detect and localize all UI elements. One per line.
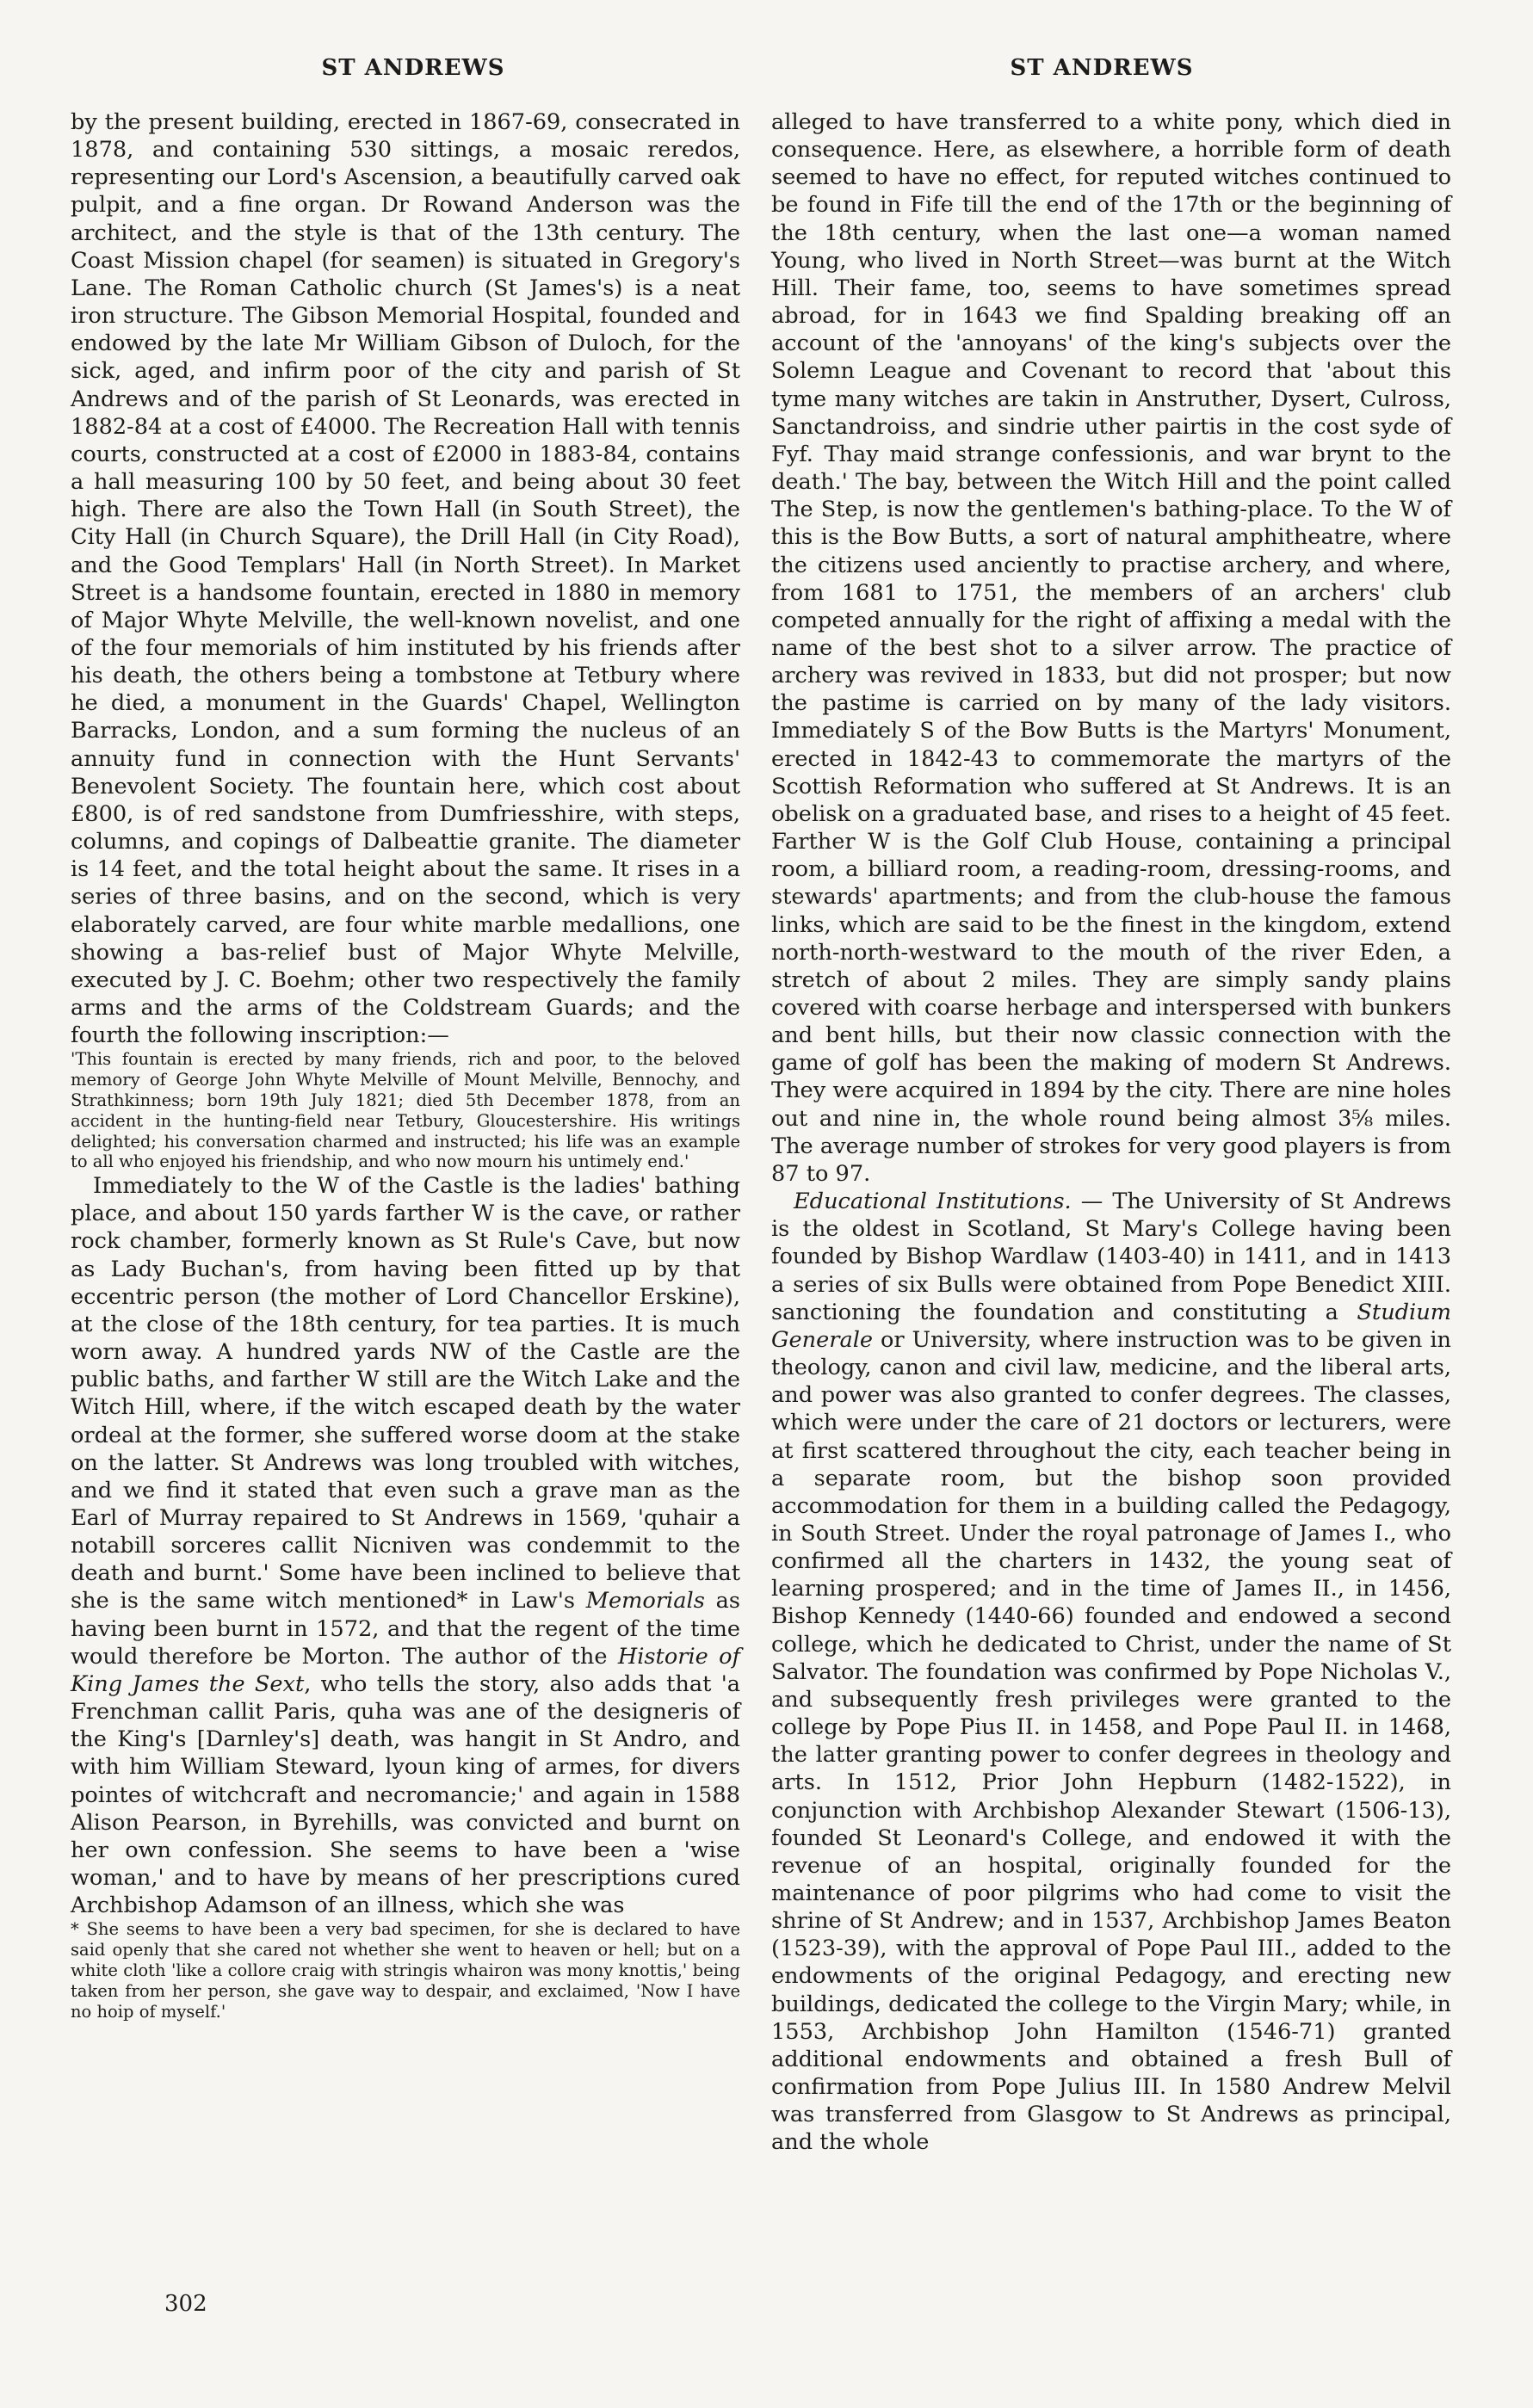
footnote: * She seems to have been a very bad specimen, for she is declared to have said openly that she cared not whether she went to heaven or hell; but on a white cloth 'like a collore craig with stringis whairon was mony knottis,' being taken from her person, she gave way to despair, and exclaimed, 'Now I have no hoip of myself.' [71, 1919, 740, 2022]
running-head-left: ST ANDREWS [321, 55, 505, 81]
historie-title: Historie of King James the Sext [71, 1643, 740, 1697]
fountain-inscription: 'This fountain is erected by many friends, rich and poor, to the beloved memory of George John Whyte Melville of Mount Melville, Bennochy, and Strathkinness; born 19th July 1821; died 5th December 1878, from an accident in the hunting-field near Tetbury, Gloucestershire. His writings delighted; his conversation charmed and instructed; his life was an example to all who enjoyed his friendship, and who now mourn his untimely end.' [71, 1049, 740, 1172]
right-column [771, 108, 1451, 2312]
page-number: 302 [164, 2291, 207, 2317]
paragraph-castle-and-witches [71, 1172, 740, 1919]
studium-generale-term: Studium Generale [771, 1299, 1451, 1353]
paragraph-educational-institutions [771, 1188, 1451, 2156]
running-head-right: ST ANDREWS [1010, 55, 1194, 81]
education-text-a: — The University of St Andrews is the oldest in Scotland, St Mary's College having been founded by Bishop Wardlaw (1403-40) in 1411, and in 1413 a series of six Bulls were obtained from Pope Benedict XIII. sanctioning the foundation and constituting a [771, 1189, 1451, 1325]
memorials-title: Memorials [585, 1588, 705, 1615]
witches-text-c: , who tells the story, also adds that 'a Frenchman callit Paris, quha was ane of the designeris of the King's [Darnley's] death, was hangit in St Andro, and with him William Steward, lyoun king of armes, for divers pointes of witchcraft and necromancie;' and again in 1588 Alison Pearson, in Byrehills, was convicted and burnt on her own confession. She seems to have been a 'wise woman,' and to have by means of her prescriptions cured Archbishop Adamson of an illness, which she was [71, 1670, 740, 1919]
left-column [71, 108, 740, 2312]
witches-text-a: Immediately to the W of the Castle is the ladies' bathing place, and about 150 yards farther W is the cave, or rather rock chamber, formerly known as St Rule's Cave, but now as Lady Buchan's, from having been fitted up by that eccentric person (the mother of Lord Chancellor Erskine), at the close of the 18th century, for tea parties. It is much worn away. A hundred yards NW of the Castle are the public baths, and farther W still are the Witch Lake and the Witch Hill, where, if the witch escaped death by the water ordeal at the former, she suffered worse doom at the stake on the latter. St Andrews was long troubled with witches, and we find it stated that even such a grave man as the Earl of Murray repaired to St Andrews in 1569, 'quhair a notabill sorceres callit Nicniven was condemmit to the death and burnt.' Some have been inclined to believe that she is the same witch mentioned* in Law's [71, 1173, 740, 1615]
paragraph-church-and-halls: by the present building, erected in 1867-69, consecrated in 1878, and containing 530 sittings, a mosaic reredos, representing our Lord's Ascension, a beautifully carved oak pulpit, and a fine organ. Dr Rowand Anderson was the architect, and the style is that of the 13th century. The Coast Mission chapel (for seamen) is situated in Gregory's Lane. The Roman Catholic church (St James's) is a neat iron structure. The Gibson Memorial Hospital, founded and endowed by the late Mr William Gibson of Duloch, for the sick, aged, and infirm poor of the city and parish of St Andrews and of the parish of St Leonards, was erected in 1882-84 at a cost of £4000. The Recreation Hall with tennis courts, constructed at a cost of £2000 in 1883-84, contains a hall measuring 100 by 50 feet, and being about 30 feet high. There are also the Town Hall (in South Street), the City Hall (in Church Square), the Drill Hall (in City Road), and the Good Templars' Hall (in North Street). In Market Street is a handsome fountain, erected in 1880 in memory of Major Whyte Melville, the well-known novelist, and one of the four memorials of him instituted by his friends after his death, the others being a tombstone at Tetbury where he died, a monument in the Guards' Chapel, Wellington Barracks, London, and a sum forming the nucleus of an annuity fund in connection with the Hunt Servants' Benevolent Society. The fountain here, which cost about £800, is of red sandstone from Dumfriesshire, with steps, columns, and copings of Dalbeattie granite. The diameter is 14 feet, and the total height about the same. It rises in a series of three basins, and on the second, which is very elaborately carved, are four white marble medallions, one showing a bas-relief bust of Major Whyte Melville, executed by J. C. Boehm; other two respectively the family arms and the arms of the Coldstream Guards; and the fourth the following inscription:— [71, 109, 740, 1049]
education-text-b: or University, where instruction was to be given in theology, canon and civil law, medicine, and the liberal arts, and power was also granted to confer degrees. The classes, which were under the care of 21 doctors or lecturers, were at first scattered throughout the city, each teacher being in a separate room, but the bishop soon provided accommodation for them in a building called the Pedagogy, in South Street. Under the royal patronage of James I., who confirmed all the charters in 1432, the young seat of learning prospered; and in the time of James II., in 1456, Bishop Kennedy (1440-66) founded and endowed a second college, which he dedicated to Christ, under the name of St Salvator. The foundation was confirmed by Pope Nicholas V., and subsequently fresh privileges were granted to the college by Pope Pius II. in 1458, and Pope Paul II. in 1468, the latter granting power to confer degrees in theology and arts. In 1512, Prior John Hepburn (1482-1522), in conjunction with Archbishop Alexander Stewart (1506-13), founded St Leonard's College, and endowed it with the revenue of an hospital, originally founded for the maintenance of poor pilgrims who had come to visit the shrine of St Andrew; and in 1537, Archbishop James Beaton (1523-39), with the approval of Pope Paul III., added to the endowments of the original Pedagogy, and erecting new buildings, dedicated the college to the Virgin Mary; while, in 1553, Archbishop John Hamilton (1546-71) granted additional endowments and obtained a fresh Bull of confirmation from Pope Julius III. In 1580 Andrew Melvil was transferred from Glasgow to St Andrews as principal, and the whole [771, 1326, 1451, 2156]
witches-text-b: as having been burnt in 1572, and that the regent of the time would therefore be Morton. The author of the [71, 1588, 740, 1670]
section-heading-educational: Educational Institutions. [794, 1189, 1072, 1215]
paragraph-witches-and-links: alleged to have transferred to a white pony, which died in consequence. Here, as elsewhere, a horrible form of death seemed to have no effect, for reputed witches continued to be found in Fife till the end of the 17th or the beginning of the 18th century, when the last one—a woman named Young, who lived in North Street—was burnt at the Witch Hill. Their fame, too, seems to have sometimes spread abroad, for in 1643 we find Spalding breaking off an account of the 'annoyans' of the king's subjects over the Solemn League and Covenant to record that 'about this tyme many witches are takin in Anstruther, Dysert, Culross, Sanctandroiss, and sindrie uther pairtis in the cost syde of Fyf. Thay maid strange confessionis, and war brynt to the death.' The bay, between the Witch Hill and the point called The Step, is now the gentlemen's bathing-place. To the W of this is the Bow Butts, a sort of natural amphitheatre, where the citizens used anciently to practise archery, and where, from 1681 to 1751, the members of an archers' club competed annually for the right of affixing a medal with the name of the best shot to a silver arrow. The practice of archery was revived in 1833, but did not prosper; but now the pastime is carried on by many of the lady visitors. Immediately S of the Bow Butts is the Martyrs' Monument, erected in 1842-43 to commemorate the martyrs of the Scottish Reformation who suffered at St Andrews. It is an obelisk on a graduated base, and rises to a height of 45 feet. Farther W is the Golf Club House, containing a principal room, a billiard room, a reading-room, dressing-rooms, and stewards' apartments; and from the club-house the famous links, which are said to be the finest in the kingdom, extend north-north-westward to the mouth of the river Eden, a stretch of about 2 miles. They are simply sandy plains covered with coarse herbage and interspersed with bunkers and bent hills, but their now classic connection with the game of golf has been the making of modern St Andrews. They were acquired in 1894 by the city. There are nine holes out and nine in, the whole round being almost 3⅝ miles. The average number of strokes for very good players is from 87 to 97. [771, 109, 1451, 1187]
